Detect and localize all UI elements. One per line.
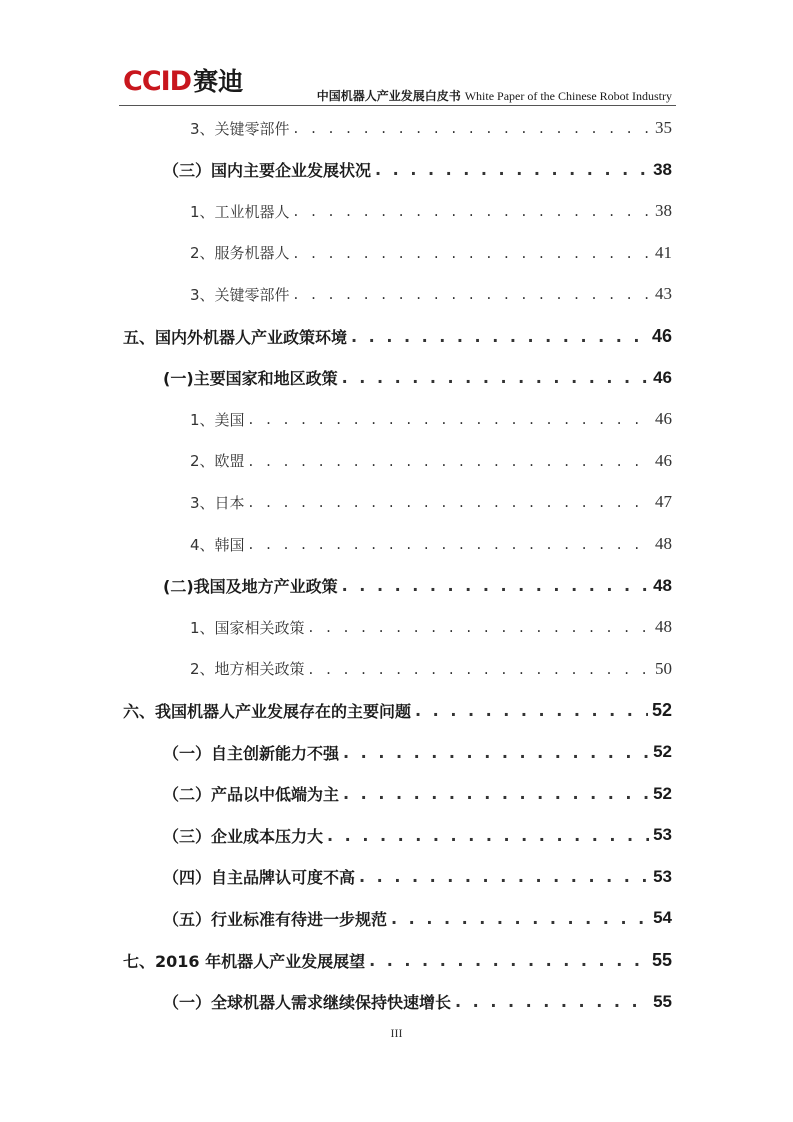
toc-dot-leader <box>294 119 651 137</box>
toc-entry[interactable] <box>0 238 793 268</box>
toc-entry-title: （一）全球机器人需求继续保持快速增长 <box>163 993 452 1013</box>
toc-entry[interactable] <box>0 779 793 809</box>
toc-entry-title: （三）企业成本压力大 <box>163 826 324 846</box>
document-title-en: White Paper of the Chinese Robot Industry <box>464 89 672 103</box>
toc-entry-page: 53 <box>653 866 672 886</box>
toc-entry-page: 41 <box>655 242 672 262</box>
toc-entry-title: 3、关键零部件 <box>190 119 290 138</box>
toc-entry-title: （四）自主品牌认可度不高 <box>163 868 356 888</box>
toc-entry-title: (二)我国及地方产业政策 <box>163 577 338 597</box>
toc-dot-leader <box>294 285 651 303</box>
toc-dot-leader <box>249 535 651 553</box>
toc-entry[interactable] <box>0 155 793 185</box>
toc-entry-title: （三）国内主要企业发展状况 <box>163 161 372 181</box>
toc-entry-title: 2、服务机器人 <box>190 244 290 263</box>
ccid-logo <box>123 66 243 98</box>
toc-entry-page: 55 <box>653 991 672 1011</box>
toc-entry-page: 46 <box>655 409 672 429</box>
toc-entry[interactable] <box>0 363 793 393</box>
toc-entry[interactable] <box>0 279 793 309</box>
toc-dot-leader <box>342 368 649 387</box>
toc-dot-leader <box>249 493 651 511</box>
toc-entry-page: 52 <box>651 699 672 720</box>
document-title-cn: 中国机器人产业发展白皮书 <box>316 89 461 103</box>
toc-entry[interactable] <box>0 571 793 601</box>
toc-entry[interactable] <box>0 612 793 642</box>
toc-entry-page: 48 <box>655 534 672 553</box>
toc-entry[interactable] <box>0 903 793 933</box>
toc-entry-page: 52 <box>653 742 672 761</box>
toc-entry-page: 46 <box>655 450 672 470</box>
toc-entry[interactable] <box>0 113 793 143</box>
toc-entry-title: 六、我国机器人产业发展存在的主要问题 <box>123 701 412 721</box>
toc-dot-leader <box>249 410 651 428</box>
header-divider <box>119 105 676 106</box>
toc-dot-leader <box>343 743 649 762</box>
toc-entry[interactable] <box>0 862 793 892</box>
toc-entry-page: 50 <box>655 658 672 678</box>
toc-dot-leader <box>359 867 649 886</box>
toc-entry-title: 2、欧盟 <box>190 452 245 471</box>
toc-dot-leader <box>391 909 649 928</box>
toc-entry[interactable] <box>0 529 793 559</box>
toc-entry[interactable] <box>0 404 793 434</box>
toc-entry[interactable] <box>0 196 793 226</box>
toc-dot-leader <box>375 160 649 179</box>
toc-entry-title: 3、关键零部件 <box>190 285 290 304</box>
toc-entry-page: 53 <box>653 825 672 845</box>
toc-entry[interactable] <box>0 321 793 351</box>
toc-entry[interactable] <box>0 987 793 1017</box>
toc-dot-leader <box>309 618 651 636</box>
toc-dot-leader <box>343 784 649 803</box>
toc-dot-leader <box>351 327 648 346</box>
toc-dot-leader <box>294 202 651 220</box>
toc-entry-title: 七、2016 年机器人产业发展展望 <box>123 951 366 971</box>
toc-entry-page: 48 <box>653 575 672 595</box>
toc-entry-title: （一）自主创新能力不强 <box>163 743 340 763</box>
toc-entry-page: 52 <box>653 783 672 803</box>
toc-dot-leader <box>294 244 651 262</box>
toc-entry-page: 54 <box>653 908 672 928</box>
logo-latin-text: CCID <box>123 66 192 97</box>
toc-entry[interactable] <box>0 487 793 517</box>
toc-entry-page: 55 <box>651 949 672 970</box>
toc-dot-leader <box>327 826 649 845</box>
toc-entry-title: 五、国内外机器人产业政策环境 <box>123 327 348 347</box>
toc-dot-leader <box>249 452 651 470</box>
toc-entry-page: 47 <box>655 492 672 512</box>
toc-entry-page: 46 <box>651 325 672 346</box>
page-number: III <box>390 1026 403 1040</box>
toc-entry-title: 1、工业机器人 <box>190 202 290 221</box>
toc-entry[interactable] <box>0 945 793 975</box>
toc-entry-title: 1、国家相关政策 <box>190 618 305 637</box>
document-title <box>317 89 672 103</box>
toc-entry-title: 4、韩国 <box>190 535 245 554</box>
logo-chinese-text: 赛迪 <box>193 67 244 96</box>
toc-dot-leader <box>369 951 648 970</box>
page-header <box>0 0 793 110</box>
toc-dot-leader <box>342 576 649 595</box>
toc-entry[interactable] <box>0 446 793 476</box>
toc-entry[interactable] <box>0 820 793 850</box>
toc-dot-leader <box>415 701 648 720</box>
toc-entry-title: （二）产品以中低端为主 <box>163 785 340 805</box>
toc-entry-page: 46 <box>653 367 672 387</box>
toc-entry-page: 43 <box>655 284 672 304</box>
toc-entry-title: 2、地方相关政策 <box>190 660 305 679</box>
toc-entry-page: 38 <box>655 201 672 221</box>
toc-entry-page: 48 <box>655 617 672 637</box>
toc-dot-leader <box>455 992 649 1011</box>
toc-entry-title: (一)主要国家和地区政策 <box>163 369 338 389</box>
toc-entry-title: 3、日本 <box>190 493 245 512</box>
toc-entry-title: （五）行业标准有待进一步规范 <box>163 909 388 929</box>
toc-entry-page: 38 <box>653 159 672 179</box>
toc-entry[interactable] <box>0 695 793 725</box>
toc-entry[interactable] <box>0 654 793 684</box>
toc-entry-page: 35 <box>655 118 672 137</box>
toc-entry[interactable] <box>0 737 793 767</box>
toc-dot-leader <box>309 660 651 678</box>
toc-entry-title: 1、美国 <box>190 410 245 429</box>
